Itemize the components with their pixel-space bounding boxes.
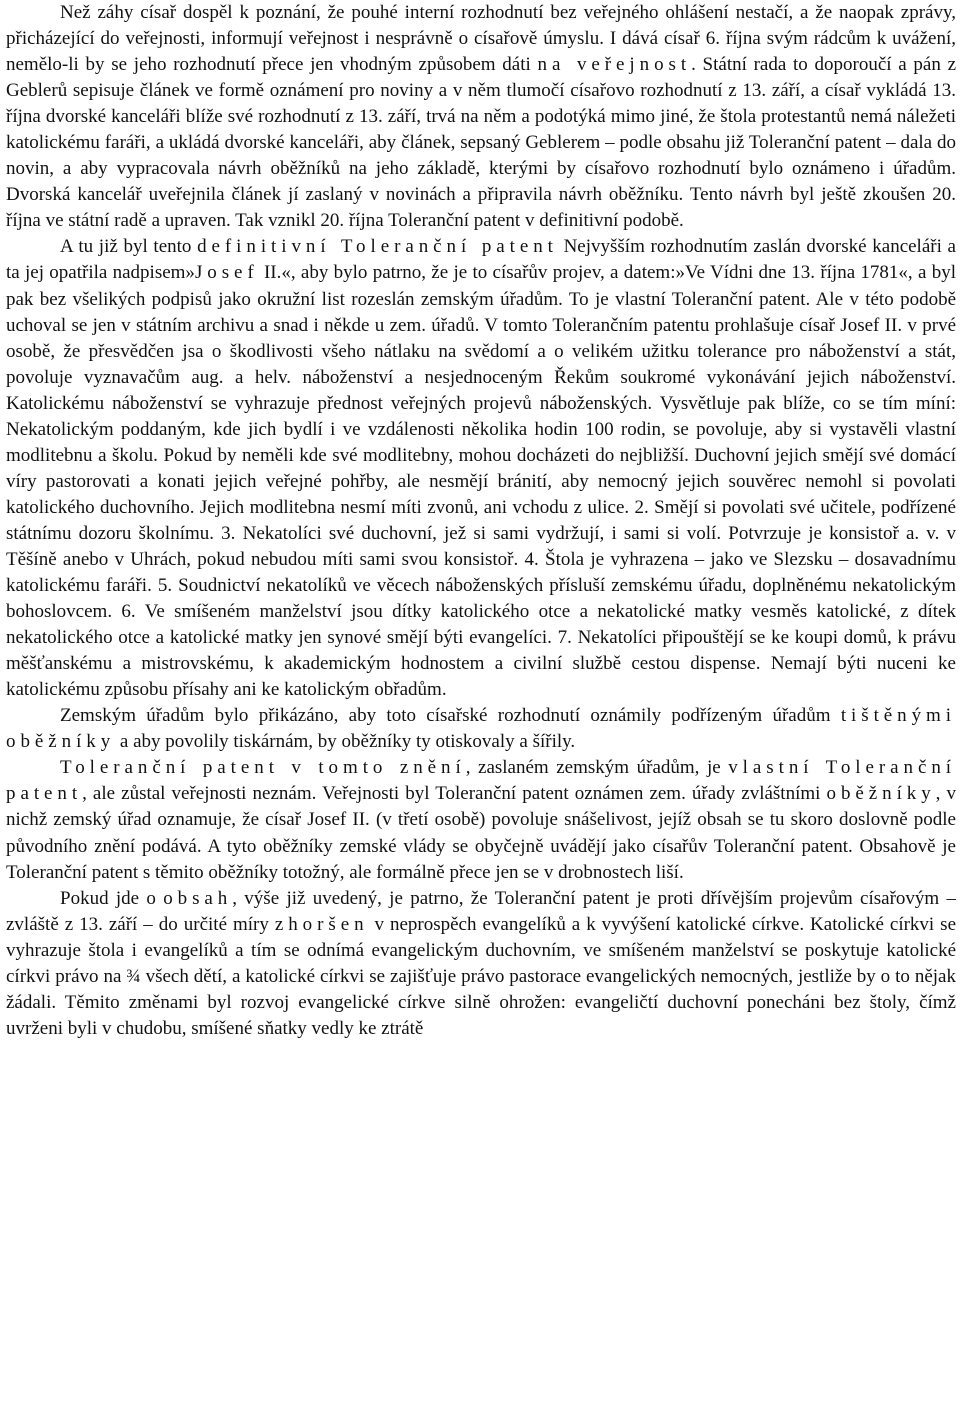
paragraph-2 [6, 234, 956, 703]
paragraph-3 [6, 703, 956, 755]
text-run: Zemským úřadům bylo přikázáno, aby toto císařské rozhodnutí oznámily podřízeným úřadům [60, 705, 841, 727]
text-run: , ale zůstal veřejnosti neznám. Veřejnosti byl Toleranční patent oznámen zem. úřady zvláštními [82, 783, 827, 805]
spaced-emphasis: Josef [194, 262, 259, 284]
spaced-emphasis: vlastní Toleranční patent [6, 757, 956, 805]
spaced-emphasis: definitivní Toleranční patent [197, 236, 558, 258]
text-run: , v nichž zemský úřad oznamuje, že císař Josef II. (v třetí osobě) povoluje snášelivost, jejíž obsah se tu skoro doslovně podle původního znění podává. A tyto oběžníky zemské vlády se obyčejně uvádějí jako císařův Toleranční patent. Obsahově je Toleranční patent s těmito oběžníky totožný, ale formálně přece jen se v drobnostech liší. [6, 783, 957, 883]
text-run: Nejvyšším rozhodnutím zaslán dvorské kanceláři a ta jej opatřila nadpisem» [6, 236, 956, 284]
spaced-emphasis: obsah [163, 887, 233, 909]
text-run: A tu již byl tento [60, 236, 198, 258]
text-run: . Státní rada to doporoučí a pán z Geblerů sepisuje článek ve formě oznámení pro noviny a v něm tlumočí císařovo rozhodnutí z 13. září, a císař vykládá 13. října dvorské kanceláři blíže své rozhodnutí z 13. září, trvá na něm a podotýká mimo jiné, že štola protestantů nemá náležeti katolickému faráři, a ukládá dvorské kanceláři, aby článek, sepsaný Geblerem – podle obsahu již Toleranční patent – dala do novin, a aby vypracovala návrh oběžníků na jeho základě, kterými by císařovo rozhodnutí bylo oznámeno i úřadům. Dvorská kancelář uveřejnila článek jí zaslaný v novinách a připravila návrh oběžníku. Tento návrh byl ještě zkoušen 20. října ve státní radě a upraven. Tak vznikl 20. října Toleranční patent v definitivní podobě. [6, 54, 957, 232]
text-run: II.«, aby bylo patrno, že je to císařův projev, a datem:»Ve Vídni dne 13. října 1781«, a byl pak bez všelikých podpisů jako okružní list rozeslán zemským úřadům. To je vlastní Toleranční patent. Ale v této podobě uchoval se jen v státním archivu a snad i někde u zem. úřadů. V tomto Tolerančním patentu prohlašuje císař Josef II. v prvé osobě, že přesvědčen jsa o škodlivosti všeho nátlaku na svědomí a o velikém užitku tolerance pro náboženství a stát, povoluje vyznavačům aug. a helv. náboženství a nesjednoceným Řekům soukromé vykonávání jejich náboženství. Katolickému náboženství se vyhrazuje přednost veřejných projevů náboženských. Vysvětluje pak blíže, co se tím míní: Nekatolickým poddaným, kde jich bydlí i ve vzdálenosti několika hodin 100 rodin, se povoluje, aby si vystavěli vlastní modlitebnu a školu. Pokud by neměli kde své modlitebny, mohou docházeti do nejbližší. Duchovní jejich smějí své domácí víry pastorovati a konati jejich veřejné pohřby, ale nesmějí bránití, aby nemocný jejich souvěrec nemohl si povolati katolického duchovního. Jejich modlitebna nesmí míti zvonů, ani vchodu z ulice. 2. Smějí si povolati své učitele, podřízené státnímu dozoru školnímu. 3. Nekatolíci své duchovní, jež si sami vydržují, i sami si volí. Potvrzuje je konsistoř a. v. v Těšíně anebo v Uhrách, pokud nebudou míti sami svou konsistoř. 4. Štola je vyhrazena – jako ve Slezsku – dosavadnímu katolickému faráři. 5. Soudnictví nekatolíků ve věcech náboženských přísluší zemskému úřadu, doplněnému nekatolickým bohoslovcem. 6. Ve smíšeném manželství jsou dítky katolického otce a nekatolické matky vesměs katolické, z dítek nekatolického otce a katolické matky jen synové smějí býti evangelíci. 7. Nekatolíci připouštějí se ke koupi domů, k právu měšťanskému a mistrovskému, k akademickým hodnostem a civilní službě cestou dispense. Nemají býti nuceni ke katolickému způsobu přísahy ani ke katolickým obřadům. [6, 262, 956, 701]
paragraph-5 [6, 886, 956, 1042]
spaced-emphasis: oběžníky [826, 783, 936, 805]
spaced-emphasis: tištěnými oběžníky [6, 705, 956, 753]
text-run: , výše již uvedený, je patrno, že Toleranční patent je proti dřívějším projevům císařovým – zvláště z 13. září – do určité míry [6, 887, 956, 935]
text-run: a aby povolily tiskárnám, by oběžníky ty otiskovaly a šířily. [115, 731, 576, 753]
spaced-emphasis: zhoršen [274, 913, 369, 935]
text-run: v neprospěch evangelíků a k vyvýšení katolické církve. Katolické církvi se vyhrazuje štola i evangelíků a tím se odnímá evangelickým duchovním, ve smíšeném manželství se poskytuje katolické církvi právo na ¾ všech dětí, a katolické církvi se zajišťuje právo pastorace evangelických nemocných, jestliže by o to nějak žádali. Těmito změnami byl rozvoj evangelické církve silně ohrožen: evangeličtí duchovní ponecháni bez štoly, čímž uvrženi byli v chudobu, smíšené sňatky vedly ke ztrátě [6, 913, 957, 1039]
text-run: , zaslaném zemským úřadům, je [465, 757, 729, 779]
paragraph-1 [6, 0, 956, 234]
text-run: Pokud jde o [60, 887, 164, 909]
spaced-emphasis: na veřejnost [537, 54, 692, 76]
paragraph-4 [6, 755, 956, 885]
text-run: Než záhy císař dospěl k poznání, že pouhé interní rozhodnutí bez veřejného ohlášení nestačí, a že naopak zprávy, přicházející do veřejnosti, informují veřejnost i nesprávně o císařově úmyslu. I dává císař 6. října svým rádcům k uvážení, nemělo-li by se jeho rozhodnutí přece jen vhodným způsobem dáti [6, 2, 956, 76]
spaced-emphasis: Toleranční patent v tomto znění [60, 757, 466, 779]
